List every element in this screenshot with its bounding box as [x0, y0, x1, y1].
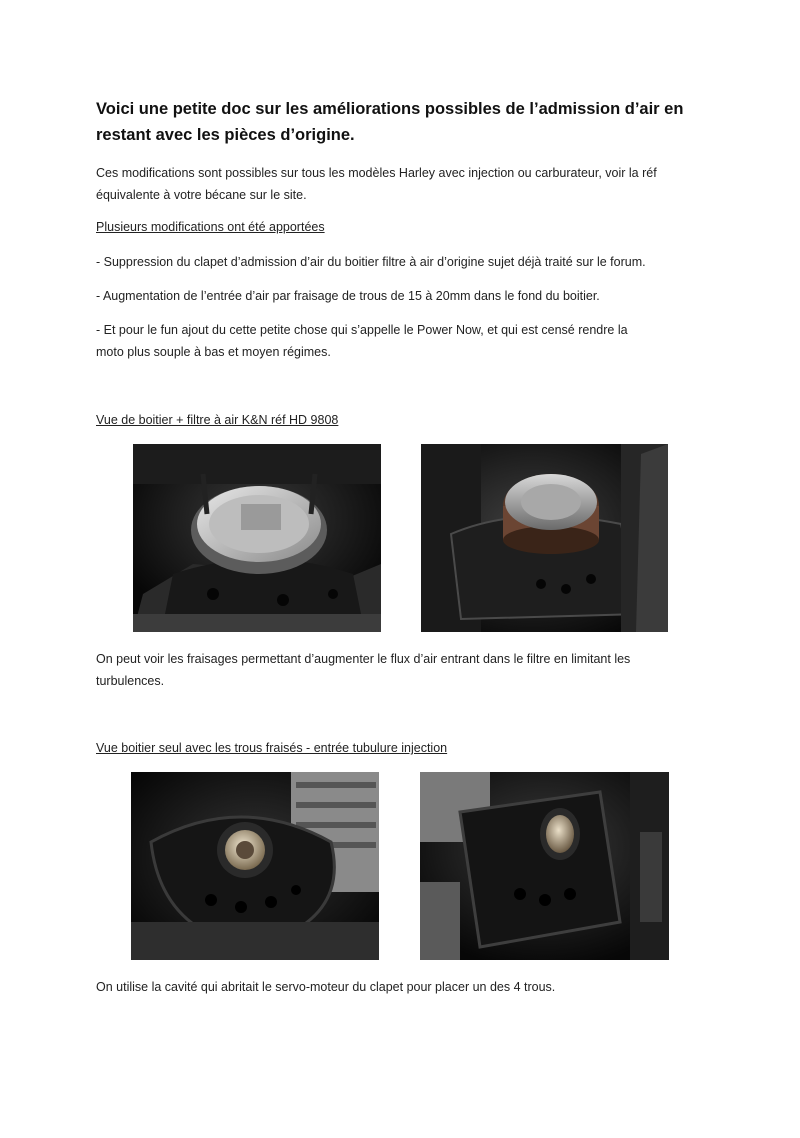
mod-item-3-line-2: moto plus souple à bas et moyen régimes. — [96, 345, 331, 359]
title-line-2: restant avec les pièces d’origine. — [96, 126, 355, 144]
intro-paragraph — [96, 162, 716, 206]
intro-line-2: équivalente à votre bécane sur le site. — [96, 188, 307, 202]
intro-line-1: Ces modifications sont possibles sur tous les modèles Harley avec injection ou carburateur, voir la réf — [96, 166, 657, 180]
photo-airbox-holes-angle — [420, 772, 669, 960]
mod-item-2: - Augmentation de l’entrée d’air par fraisage de trous de 15 à 20mm dans le fond du boitier. — [96, 289, 600, 303]
photo-airbox-filter-angle — [421, 444, 668, 632]
caption-1 — [96, 648, 716, 692]
mod-item-3-line-1: - Et pour le fun ajout du cette petite chose qui s’appelle le Power Now, et qui est censé rendre la — [96, 323, 628, 337]
photo-airbox-holes-top — [131, 772, 379, 960]
section-2-heading: Vue boitier seul avec les trous fraisés - entrée tubulure injection — [96, 741, 448, 755]
title-line-1: Voici une petite doc sur les améliorations possibles de l’admission d’air en — [96, 100, 684, 118]
mods-heading: Plusieurs modifications ont été apportées — [96, 220, 325, 234]
section-1-heading: Vue de boitier + filtre à air K&N réf HD 9808 — [96, 413, 339, 427]
document-title — [96, 96, 736, 148]
mod-item-1: - Suppression du clapet d’admission d’air du boitier filtre à air d’origine sujet déjà traité sur le forum. — [96, 255, 646, 269]
caption-1-line-1: On peut voir les fraisages permettant d’augmenter le flux d’air entrant dans le filtre en limitant les — [96, 652, 631, 666]
caption-1-line-2: turbulences. — [96, 674, 165, 688]
photo-airbox-filter-top — [133, 444, 381, 632]
mod-item-3 — [96, 319, 716, 363]
caption-2: On utilise la cavité qui abritait le servo-moteur du clapet pour placer un des 4 trous. — [96, 980, 556, 994]
